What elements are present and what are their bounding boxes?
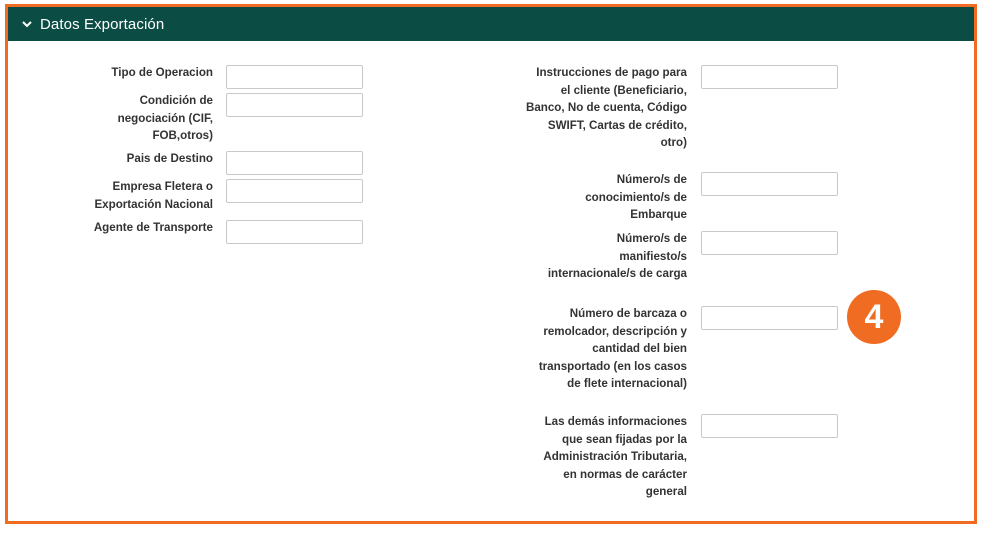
chevron-down-icon[interactable] [20,17,34,31]
label-instrucciones-pago: Instrucciones de pago para el cliente (Beneficiario, Banco, No de cuenta, Código SWIFT, Cartas de crédito, otro) [525,66,687,149]
label-condicion-negociacion: Condición de negociación (CIF, FOB,otros) [117,94,213,142]
barcaza-remolcador-input[interactable] [701,306,838,330]
label-manifiesto-carga: Número/s de manifiesto/s internacionale/s de carga [547,232,687,280]
instrucciones-pago-input[interactable] [701,65,838,89]
panel-title: Datos Exportación [40,15,165,33]
label-demas-informaciones: Las demás informaciones que sean fijadas por la Administración Tributaria, en normas de carácter general [543,415,687,498]
label-conocimiento-embarque: Número/s de conocimiento/s de Embarque [585,173,687,221]
demas-informaciones-input[interactable] [701,414,838,438]
panel-header[interactable] [8,7,974,41]
agente-transporte-input[interactable] [226,220,363,244]
label-agente-transporte: Agente de Transporte [93,221,213,234]
label-barcaza-remolcador: Número de barcaza o remolcador, descripción y cantidad del bien transportado (en los casos de flete internacional) [538,307,687,390]
condicion-negociacion-input[interactable] [226,93,363,117]
callout-badge: 4 [847,290,901,344]
empresa-fletera-input[interactable] [226,179,363,203]
label-pais-destino: Pais de Destino [126,152,213,165]
conocimiento-embarque-input[interactable] [701,172,838,196]
manifiesto-carga-input[interactable] [701,231,838,255]
tipo-operacion-input[interactable] [226,65,363,89]
label-empresa-fletera: Empresa Fletera o Exportación Nacional [94,180,213,211]
pais-destino-input[interactable] [226,151,363,175]
label-tipo-operacion: Tipo de Operacion [111,66,213,79]
